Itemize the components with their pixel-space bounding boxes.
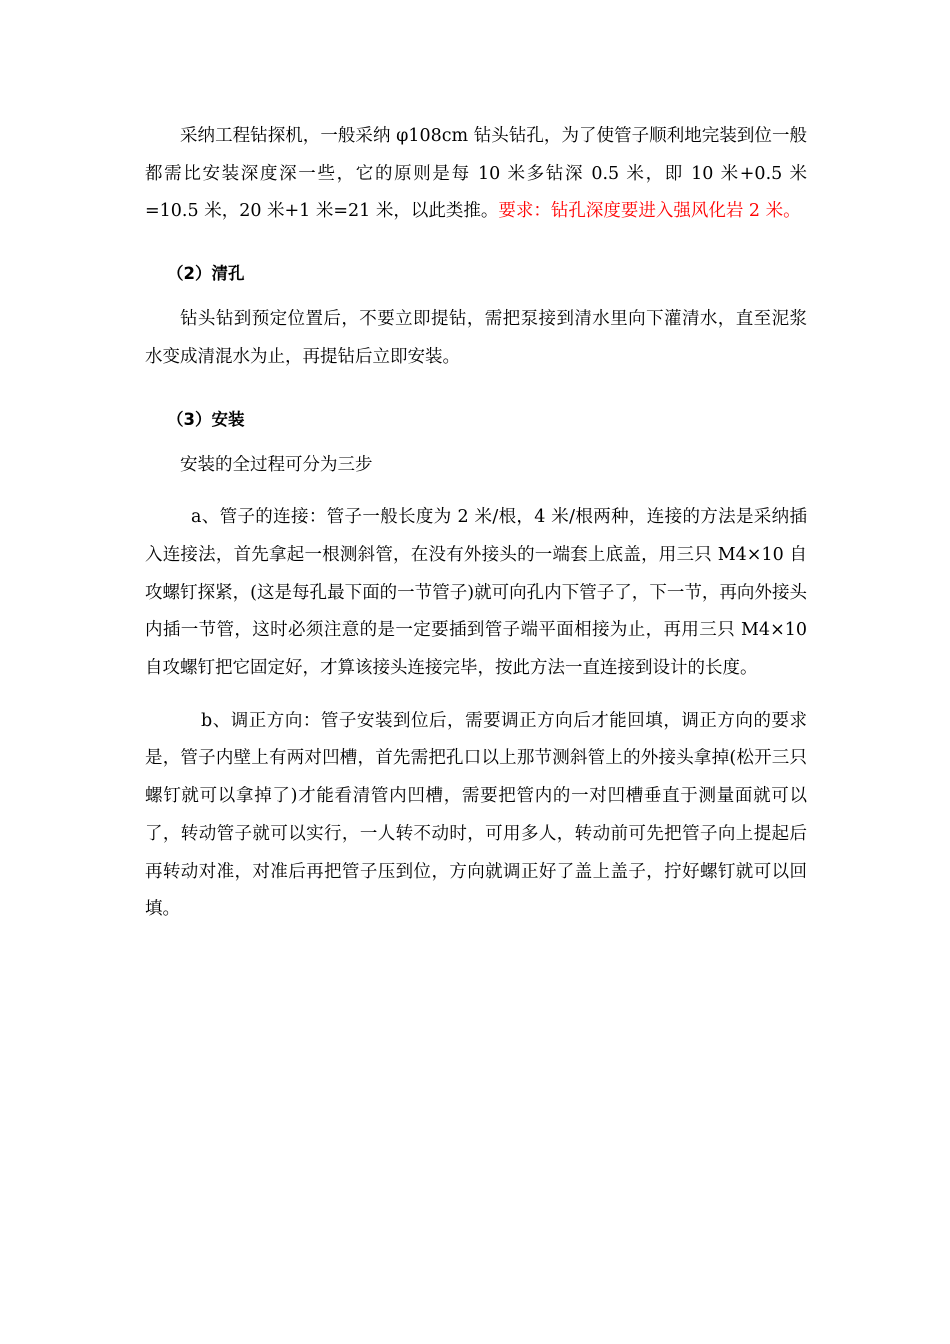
document-body (145, 118, 807, 929)
paragraph-direction-adjustment: b、调正方向：管子安装到位后，需要调正方向后才能回填，调正方向的要求是，管子内壁上有两对凹槽，首先需把孔口以上那节测斜管上的外接头拿掉(松开三只螺钉就可以拿掉了)才能看清管内凹槽，需要把管内的一对凹槽垂直于测量面就可以了，转动管子就可以实行，一人转不动时，可用多人，转动前可先把管子向上提起后再转动对准，对准后再把管子压到位，方向就调正好了盖上盖子，拧好螺钉就可以回填。 (145, 710, 807, 920)
paragraph-installation-intro: 安装的全过程可分为三步 (180, 454, 373, 475)
section-heading-installation: （3）安装 (167, 409, 245, 429)
drilling-requirement: 要求：钻孔深度要进入强风化岩 2 米。 (498, 201, 801, 222)
paragraph-drilling-text: 采纳工程钻探机，一般采纳 φ108cm 钻头钻孔，为了使管子顺利地完装到位一般都需比安装深度深一些，它的原则是每 10 米多钻深 0.5 米，即 10 米+0.5 米=10.5 米，20 米+1 米=21 米，以此类推。 (145, 126, 807, 222)
section-heading-cleaning: （2）清孔 (167, 264, 245, 284)
paragraph-pipe-connection: a、管子的连接：管子一般长度为 2 米/根，4 米/根两种，连接的方法是采纳插入连接法，首先拿起一根测斜管，在没有外接头的一端套上底盖，用三只 M4×10 自攻螺钉探紧，(这是每孔最下面的一节管子)就可向孔内下管子了，下一节，再向外接头内插一节管，这时必须注意的是一定要插到管子端平面相接为止，再用三只 M4×10 自攻螺钉把它固定好，才算该接头连接完毕，按此方法一直连接到设计的长度。 (145, 507, 807, 679)
paragraph-cleaning: 钻头钻到预定位置后，不要立即提钻，需把泵接到清水里向下灌清水，直至泥浆水变成清混水为止，再提钻后立即安装。 (145, 309, 807, 367)
paragraph-drilling (145, 118, 807, 231)
